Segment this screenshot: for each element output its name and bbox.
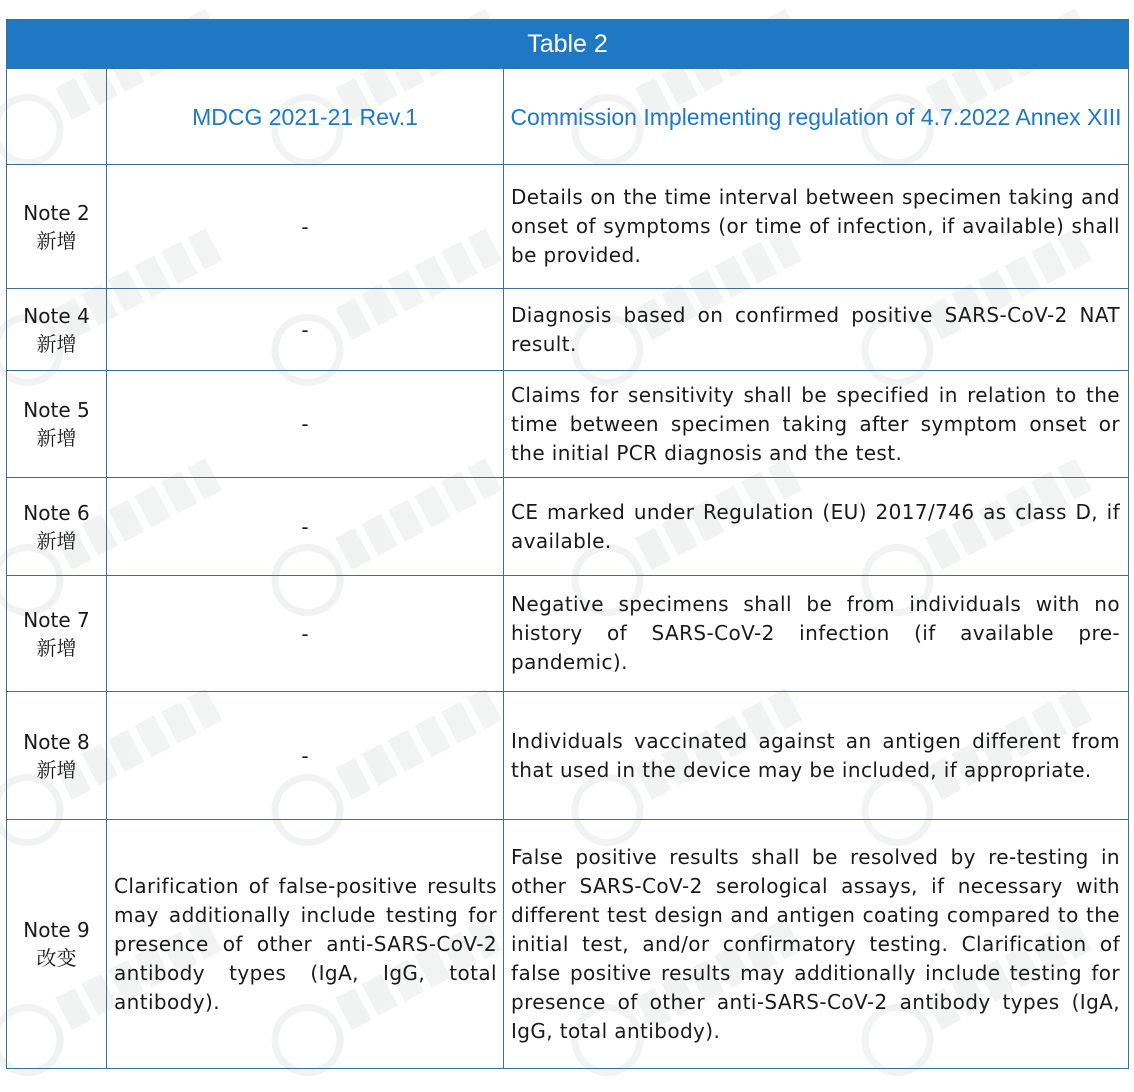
regulation-cell: Details on the time interval between specimen taking and onset of symptoms (or time of infection, if available) shall be provided. (504, 165, 1129, 289)
mdcg-cell: - (107, 576, 504, 692)
mdcg-cell: Clarification of false-positive results may additionally include testing for presence of other anti-SARS-CoV-2 antibody types (IgA, IgG, total antibody). (107, 820, 504, 1069)
table-header-row (7, 69, 1129, 165)
change-tag: 新增 (36, 635, 77, 660)
note-cell (7, 820, 107, 1069)
table-row (7, 820, 1129, 1069)
table-title: Table 2 (7, 20, 1129, 69)
note-label: Note 9 (23, 918, 90, 942)
mdcg-cell: - (107, 692, 504, 820)
note-cell (7, 478, 107, 576)
table-row (7, 371, 1129, 478)
change-tag: 新增 (36, 331, 77, 356)
regulation-cell: Diagnosis based on confirmed positive SARS-CoV-2 NAT result. (504, 289, 1129, 371)
mdcg-cell: - (107, 165, 504, 289)
note-label: Note 6 (23, 500, 90, 525)
table-row (7, 165, 1129, 289)
note-cell (7, 692, 107, 820)
note-label: Note 2 (23, 200, 90, 225)
mdcg-cell: - (107, 289, 504, 371)
change-tag: 改变 (36, 946, 77, 970)
regulation-cell: Individuals vaccinated against an antigen different from that used in the device may be included, if appropriate. (504, 692, 1129, 820)
note-cell (7, 289, 107, 371)
note-cell (7, 576, 107, 692)
table-row (7, 289, 1129, 371)
note-label: Note 7 (23, 607, 90, 632)
table-row (7, 478, 1129, 576)
note-label: Note 5 (23, 398, 90, 422)
header-mdcg-column: MDCG 2021-21 Rev.1 (107, 69, 504, 165)
note-cell (7, 165, 107, 289)
change-tag: 新增 (36, 228, 77, 253)
regulation-cell: Negative specimens shall be from individuals with no history of SARS-CoV-2 infection (if available pre-pandemic). (504, 576, 1129, 692)
table-row (7, 692, 1129, 820)
table-row (7, 576, 1129, 692)
header-regulation-column: Commission Implementing regulation of 4.7.2022 Annex XIII (504, 69, 1129, 165)
comparison-table (6, 19, 1129, 1069)
change-tag: 新增 (36, 757, 77, 782)
note-label: Note 8 (23, 729, 90, 754)
regulation-cell: CE marked under Regulation (EU) 2017/746 as class D, if available. (504, 478, 1129, 576)
regulation-cell: False positive results shall be resolved by re-testing in other SARS-CoV-2 serological assays, if necessary with different test design and antigen coating compared to the initial test, and/or confirmatory testing. Clarification of false positive results may additionally include testing for presence of other anti-SARS-CoV-2 antibody types (IgA, IgG, total antibody). (504, 820, 1129, 1069)
change-tag: 新增 (36, 426, 77, 450)
change-tag: 新增 (36, 528, 77, 553)
mdcg-cell: - (107, 478, 504, 576)
regulation-cell: Claims for sensitivity shall be specified in relation to the time between specimen taking after symptom onset or the initial PCR diagnosis and the test. (504, 371, 1129, 478)
header-note-column (7, 69, 107, 165)
table-title-row (7, 20, 1129, 69)
note-cell (7, 371, 107, 478)
note-label: Note 4 (23, 303, 90, 328)
mdcg-cell: - (107, 371, 504, 478)
